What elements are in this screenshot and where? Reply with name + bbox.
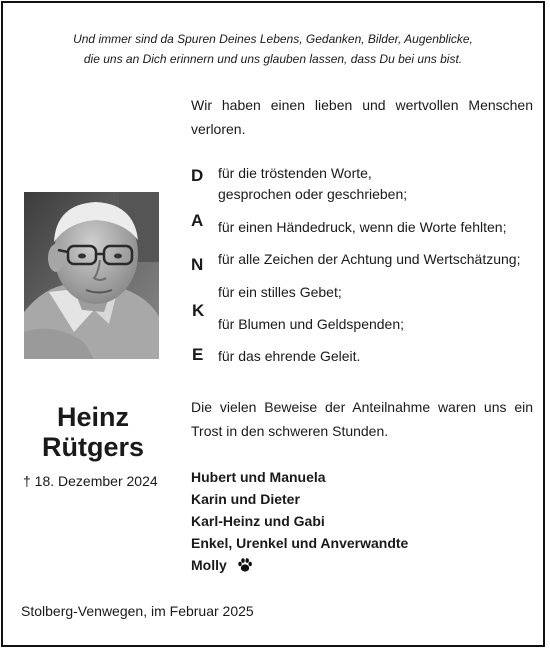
intro-text: Wir haben einen lieben und wertvollen Menschen verloren. — [191, 97, 533, 137]
danke-line-7: für das ehrende Geleit. — [218, 348, 361, 364]
verse-line-2: die uns an Dich erinnern und uns glauben lassen, dass Du bei uns bist. — [83, 52, 463, 66]
danke-letter-n: N — [191, 255, 204, 274]
signer-5: Molly — [191, 557, 227, 573]
deceased-last-name: Rütgers — [41, 432, 144, 462]
danke-letter-a: A — [191, 211, 204, 230]
paw-print-icon — [237, 557, 253, 579]
danke-letter-e: E — [192, 345, 204, 364]
danke-line-1: für die tröstenden Worte, — [218, 165, 372, 181]
death-date: † 18. Dezember 2024 — [23, 473, 158, 489]
signers-list — [191, 466, 408, 579]
signer-5-row — [191, 554, 408, 579]
danke-line-6: für Blumen und Geldspenden; — [218, 316, 405, 332]
place-and-date: Stolberg-Venwegen, im Februar 2025 — [21, 603, 254, 619]
signer-1: Hubert und Manuela — [191, 469, 326, 485]
memorial-verse — [3, 29, 543, 69]
verse-line-1: Und immer sind da Spuren Deines Lebens, Gedanken, Bilder, Augenblicke, — [73, 32, 473, 46]
danke-letter-k: K — [192, 301, 205, 320]
portrait-photo — [24, 192, 159, 359]
danke-line-3: für einen Händedruck, wenn die Worte fehlten; — [218, 219, 507, 235]
danke-letter-d: D — [191, 166, 204, 185]
obituary-notice — [1, 1, 545, 647]
thanks-text: Die vielen Beweise der Anteilnahme waren uns ein Trost in den schweren Stunden. — [191, 399, 533, 439]
signer-3: Karl-Heinz und Gabi — [191, 513, 325, 529]
deceased-first-name: Heinz — [56, 402, 129, 432]
signer-4: Enkel, Urenkel und Anverwandte — [191, 535, 409, 551]
signer-2: Karin und Dieter — [191, 491, 300, 507]
danke-line-5: für ein stilles Gebet; — [218, 284, 342, 300]
danke-line-4: für alle Zeichen der Achtung und Wertschätzung; — [218, 251, 521, 267]
danke-line-2: gesprochen oder geschrieben; — [218, 186, 408, 202]
